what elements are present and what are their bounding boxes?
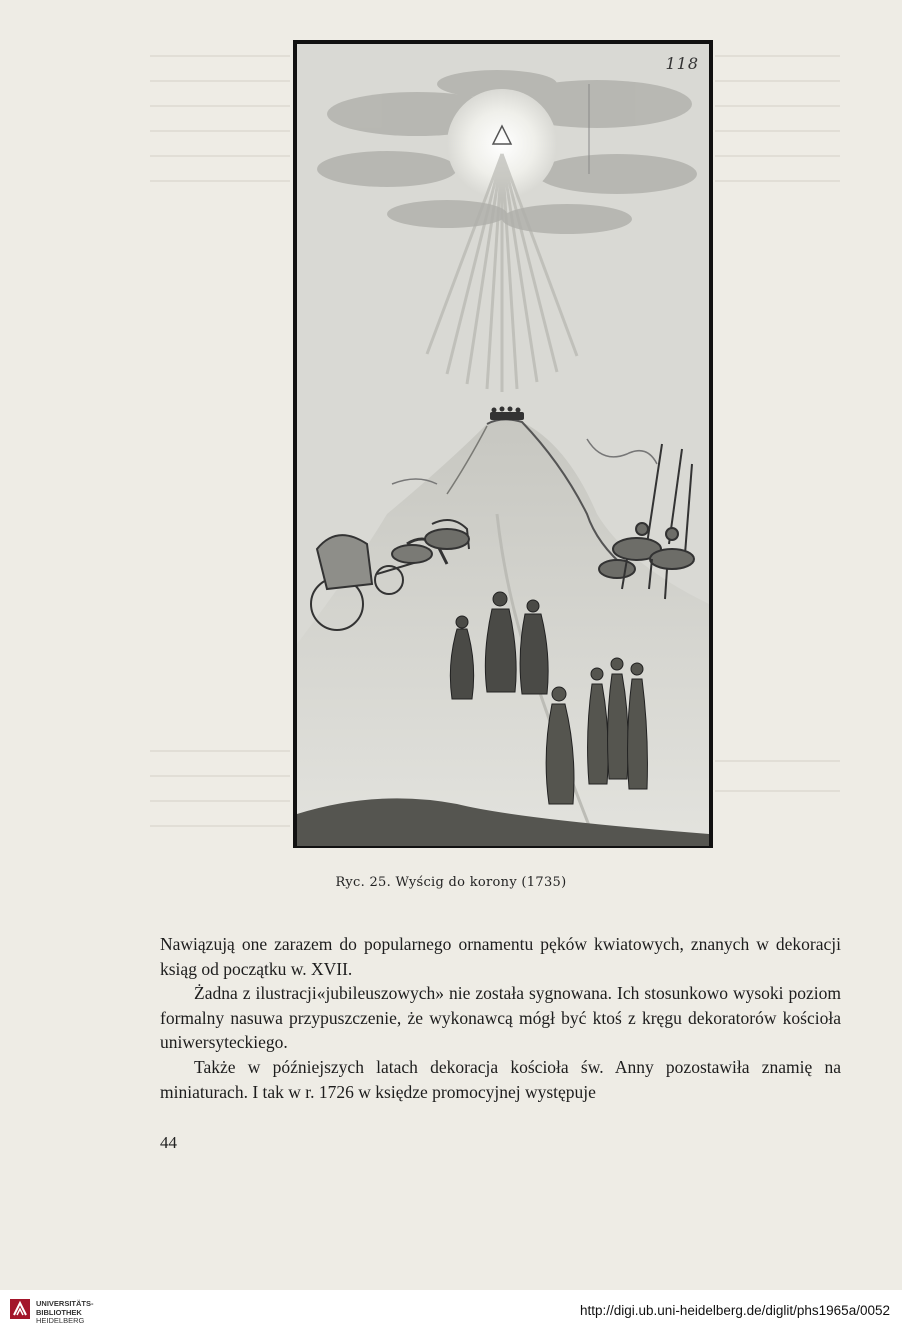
paragraph-2: Żadna z ilustracji«jubileuszowych» nie została sygnowana. Ich stosunkowo wysoki poziom formalny nasuwa przypuszczenie, że wykonawcą mógł być ktoś z kręgu dekoratorów kościoła uniwersyteckiego. — [160, 983, 841, 1052]
light-rays — [427, 154, 577, 392]
figure-caption: Ryc. 25. Wyścig do korony (1735) — [335, 875, 567, 890]
library-name-line1: UNIVERSITÄTS- — [36, 1299, 94, 1308]
library-name-line2: BIBLIOTHEK — [36, 1307, 82, 1317]
engraving-image — [297, 44, 709, 846]
plate-number: 118 — [665, 54, 699, 73]
library-name-line3: HEIDELBERG — [36, 1316, 85, 1325]
library-logo-icon[interactable] — [10, 1299, 30, 1319]
paragraph-1: Nawiązują one zarazem do popularnego ornamentu pęków kwiatowych, znanych w dekoracji ksiąg od początku w. XVII. — [160, 934, 841, 979]
library-name — [36, 1300, 94, 1326]
illustration-plate — [293, 40, 713, 848]
crown — [490, 407, 524, 421]
paragraph-3: Także w późniejszych latach dekoracja kościoła św. Anny pozostawiła znamię na miniaturach. I tak w r. 1726 w księdze promocyjnej występuje — [160, 1057, 841, 1102]
page-number: 44 — [160, 1133, 177, 1152]
source-url[interactable]: http://digi.ub.uni-heidelberg.de/diglit/phs1965a/0052 — [580, 1303, 890, 1318]
